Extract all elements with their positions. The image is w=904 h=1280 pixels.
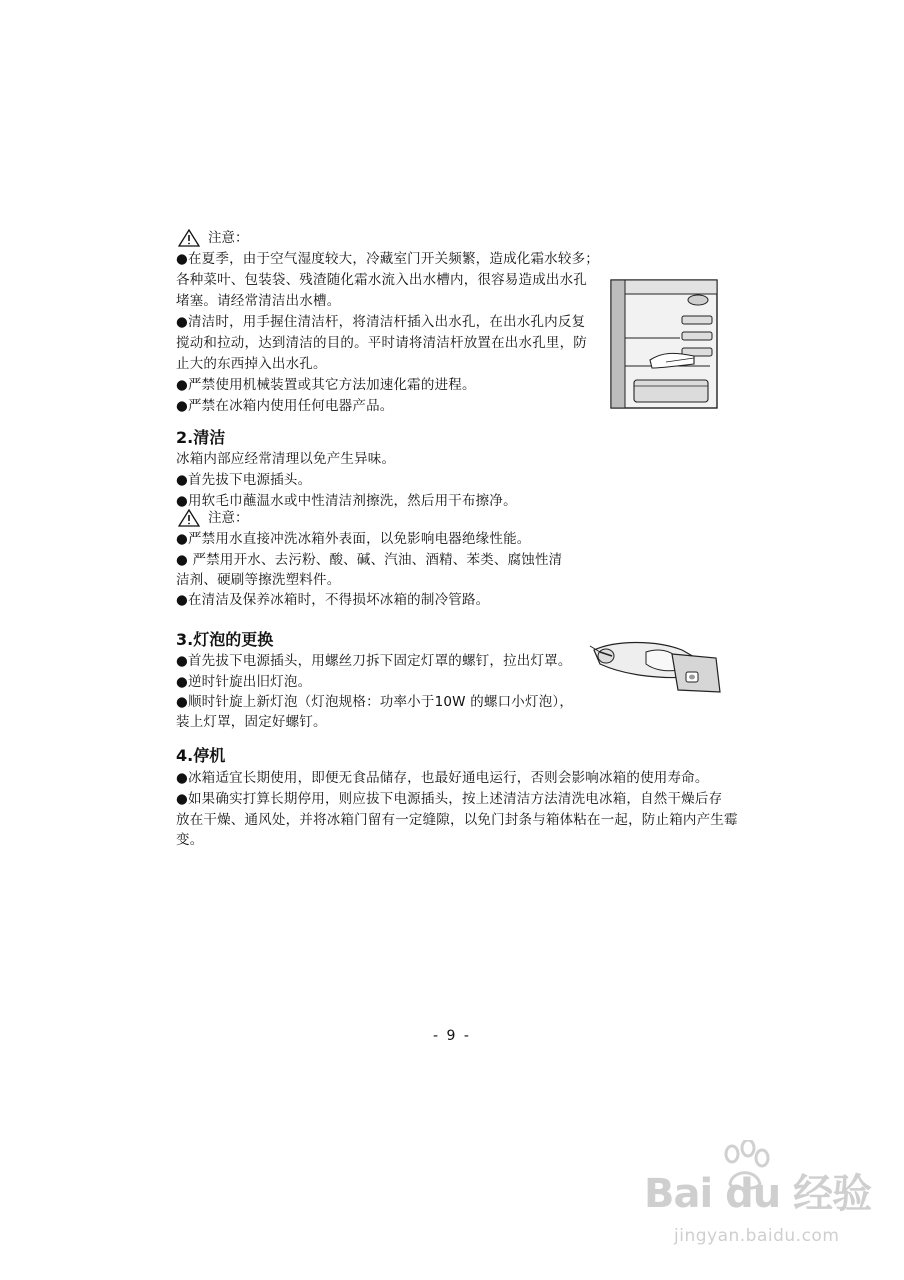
cleaning-notice-label: 注意： (208, 510, 249, 526)
notice-line: 搅动和拉动，达到清洁的目的。平时请将清洁杆放置在出水孔里，防 (176, 335, 587, 351)
lamp-cover-replacement-illustration (586, 636, 726, 698)
bulb-line: ●顺时针旋上新灯泡（灯泡规格：功率小于10W 的螺口小灯泡）， (176, 694, 574, 710)
notice-heading (178, 228, 249, 248)
cleaning-notice-line: 洁剂、硬刷等擦洗塑料件。 (176, 572, 341, 588)
notice-line: 止大的东西掉入出水孔。 (176, 356, 327, 372)
cleaning-notice-line: ●严禁用水直接冲洗冰箱外表面，以免影响电器绝缘性能。 (176, 531, 531, 547)
bulb-line: 装上灯罩，固定好螺钉。 (176, 714, 327, 730)
watermark-logo: Bai du 经验 (644, 1171, 872, 1217)
cleaning-line: ●首先拔下电源插头。 (176, 472, 312, 488)
cleaning-notice-heading (178, 508, 249, 528)
notice-line: ●清洁时，用手握住清洁杆，将清洁杆插入出水孔，在出水孔内反复 (176, 314, 586, 330)
notice-line: 堵塞。请经常清洁出水槽。 (176, 293, 341, 309)
notice-line: ●严禁在冰箱内使用任何电器产品。 (176, 398, 394, 414)
notice-label: 注意： (208, 230, 249, 246)
notice-line: ●在夏季，由于空气湿度较大，冷藏室门开关频繁，造成化霜水较多； (176, 251, 599, 267)
cleaning-notice-line: ●在清洁及保养冰箱时，不得损坏冰箱的制冷管路。 (176, 592, 490, 608)
notice-line: ●严禁使用机械装置或其它方法加速化霜的进程。 (176, 377, 476, 393)
cleaning-line: ●用软毛巾蘸温水或中性清洁剂擦洗，然后用干布擦净。 (176, 493, 517, 509)
section-title-bulb: 3.灯泡的更换 (176, 630, 274, 649)
shutdown-line: ●如果确实打算长期停用，则应拔下电源插头，按上述清洁方法清洗电冰箱，自然干燥后存 (176, 791, 723, 807)
page-number: - 9 - (433, 1028, 471, 1044)
bulb-line: ●逆时针旋出旧灯泡。 (176, 674, 312, 690)
shutdown-line: 放在干燥、通风处，并将冰箱门留有一定缝隙，以免门封条与箱体粘在一起，防止箱内产生霉 (176, 812, 738, 828)
notice-line: 各种菜叶、包装袋、残渣随化霜水流入出水槽内，很容易造成出水孔 (176, 272, 587, 288)
section-title-shutdown: 4.停机 (176, 746, 226, 765)
shutdown-line: ●冰箱适宜长期使用，即便无食品储存，也最好通电运行，否则会影响冰箱的使用寿命。 (176, 770, 709, 786)
warning-triangle-icon (178, 509, 200, 527)
warning-triangle-icon (178, 229, 200, 247)
baidu-jingyan-watermark (640, 1140, 880, 1260)
shutdown-line: 变。 (176, 832, 204, 848)
bulb-line: ●首先拔下电源插头，用螺丝刀拆下固定灯罩的螺钉，拉出灯罩。 (176, 653, 572, 669)
cleaning-notice-line: ● 严禁用开水、去污粉、酸、碱、汽油、酒精、苯类、腐蚀性清 (176, 552, 563, 568)
watermark-url: jingyan.baidu.com (674, 1226, 840, 1246)
cleaning-line: 冰箱内部应经常清理以免产生异味。 (176, 451, 396, 467)
fridge-drain-cleaning-illustration (610, 276, 720, 410)
section-title-cleaning: 2.清洁 (176, 428, 226, 447)
